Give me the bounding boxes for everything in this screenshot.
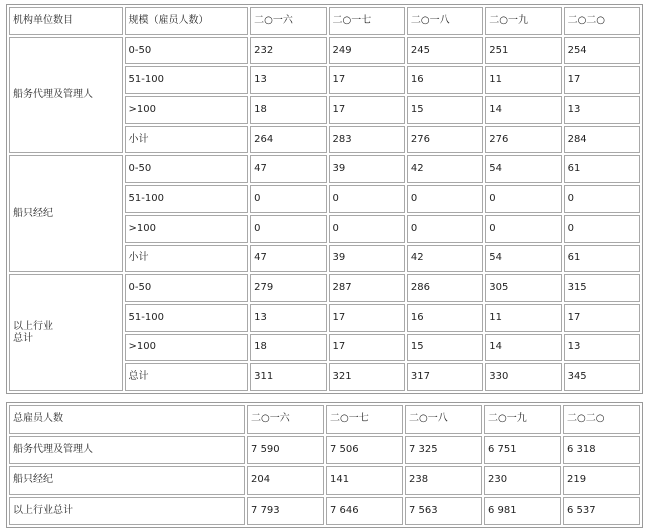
value-cell: 61 [564,155,640,183]
value-cell: 13 [564,334,640,362]
value-cell: 238 [405,466,482,495]
header-cell: 二○一七 [326,405,403,434]
table-row [9,466,640,495]
value-cell: 6 537 [563,497,640,526]
value-cell: 264 [250,126,326,154]
value-cell: 230 [484,466,561,495]
header-cell: 二○一六 [247,405,324,434]
value-cell: 54 [485,155,561,183]
value-cell: 219 [563,466,640,495]
value-cell: 15 [407,96,483,124]
value-cell: 42 [407,155,483,183]
value-cell: 315 [564,274,640,302]
value-cell: 204 [247,466,324,495]
header-cell: 机构单位数目 [9,7,123,35]
size-cell: 0-50 [125,155,249,183]
value-cell: 54 [485,245,561,273]
value-cell: 249 [329,37,405,65]
header-cell: 二○一八 [407,7,483,35]
header-cell: 二○二○ [564,7,640,35]
value-cell: 254 [564,37,640,65]
value-cell: 7 793 [247,497,324,526]
value-cell: 18 [250,96,326,124]
header-cell: 规模（雇员人数） [125,7,249,35]
size-cell: 总计 [125,363,249,391]
value-cell: 17 [329,334,405,362]
value-cell: 245 [407,37,483,65]
value-cell: 0 [407,215,483,243]
value-cell: 0 [564,185,640,213]
value-cell: 16 [407,66,483,94]
row-label: 以上行业总计 [9,497,245,526]
value-cell: 13 [250,66,326,94]
value-cell: 232 [250,37,326,65]
size-cell: 51-100 [125,185,249,213]
value-cell: 18 [250,334,326,362]
group-label [9,274,123,391]
value-cell: 0 [564,215,640,243]
group-label-line: 以上行业 [13,320,53,332]
value-cell: 11 [485,66,561,94]
value-cell: 330 [485,363,561,391]
value-cell: 7 590 [247,436,324,465]
value-cell: 317 [407,363,483,391]
group-label: 船务代理及管理人 [9,37,123,154]
row-label: 船务代理及管理人 [9,436,245,465]
value-cell: 141 [326,466,403,495]
value-cell: 15 [407,334,483,362]
value-cell: 17 [564,304,640,332]
value-cell: 276 [407,126,483,154]
header-cell: 二○一七 [329,7,405,35]
value-cell: 287 [329,274,405,302]
header-cell: 总雇员人数 [9,405,245,434]
value-cell: 16 [407,304,483,332]
table-row [9,274,640,302]
group-label-line: 总计 [13,332,33,344]
header-cell: 二○一九 [484,405,561,434]
table-header-row [9,405,640,434]
row-label: 船只经纪 [9,466,245,495]
value-cell: 0 [329,185,405,213]
value-cell: 17 [564,66,640,94]
value-cell: 345 [564,363,640,391]
value-cell: 7 506 [326,436,403,465]
value-cell: 17 [329,66,405,94]
size-cell: 0-50 [125,274,249,302]
value-cell: 47 [250,245,326,273]
size-cell: >100 [125,215,249,243]
value-cell: 321 [329,363,405,391]
value-cell: 61 [564,245,640,273]
header-cell: 二○一八 [405,405,482,434]
value-cell: 311 [250,363,326,391]
size-cell: 51-100 [125,66,249,94]
value-cell: 0 [329,215,405,243]
value-cell: 13 [250,304,326,332]
establishments-table [6,4,643,394]
size-cell: >100 [125,96,249,124]
value-cell: 0 [485,215,561,243]
value-cell: 279 [250,274,326,302]
header-cell: 二○二○ [563,405,640,434]
value-cell: 6 751 [484,436,561,465]
value-cell: 0 [407,185,483,213]
size-cell: 小计 [125,126,249,154]
table-row [9,37,640,65]
value-cell: 305 [485,274,561,302]
value-cell: 276 [485,126,561,154]
value-cell: 0 [485,185,561,213]
value-cell: 0 [250,215,326,243]
value-cell: 17 [329,304,405,332]
group-label: 船只经纪 [9,155,123,272]
size-cell: >100 [125,334,249,362]
employment-table [6,402,643,528]
value-cell: 17 [329,96,405,124]
value-cell: 0 [250,185,326,213]
table-header-row [9,7,640,35]
table-row [9,497,640,526]
value-cell: 13 [564,96,640,124]
value-cell: 7 325 [405,436,482,465]
value-cell: 42 [407,245,483,273]
value-cell: 6 318 [563,436,640,465]
value-cell: 7 563 [405,497,482,526]
size-cell: 51-100 [125,304,249,332]
value-cell: 47 [250,155,326,183]
size-cell: 0-50 [125,37,249,65]
value-cell: 6 981 [484,497,561,526]
value-cell: 14 [485,96,561,124]
table-row [9,436,640,465]
value-cell: 39 [329,245,405,273]
value-cell: 14 [485,334,561,362]
value-cell: 283 [329,126,405,154]
header-cell: 二○一六 [250,7,326,35]
size-cell: 小计 [125,245,249,273]
header-cell: 二○一九 [485,7,561,35]
value-cell: 11 [485,304,561,332]
value-cell: 286 [407,274,483,302]
value-cell: 251 [485,37,561,65]
value-cell: 39 [329,155,405,183]
value-cell: 284 [564,126,640,154]
value-cell: 7 646 [326,497,403,526]
table-row [9,155,640,183]
